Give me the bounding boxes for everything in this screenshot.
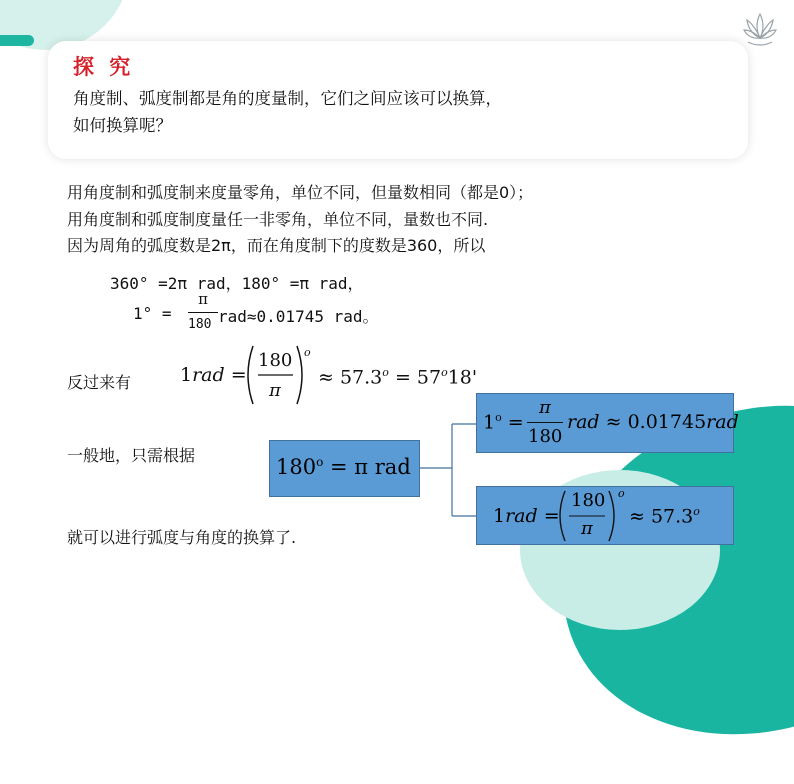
body-line-2: 用角度制和弧度制度量任一非零角，单位不同，量数也不同. (67, 210, 489, 229)
bottom-numerator: 180 (571, 490, 606, 511)
reverse-denominator: π (269, 380, 281, 401)
bottom-deg: o (693, 505, 700, 518)
body-line-3: 因为周角的弧度数是2π，而在角度制下的度数是360，所以 (67, 236, 486, 255)
general-label: 一般地，只需根据 (67, 446, 196, 465)
equation-1: 360° =2π rad，180° =π rad， (110, 274, 364, 293)
bottom-approx: ≈ 57.3 (629, 505, 694, 528)
equation-2-denominator: 180 (188, 317, 212, 332)
bottom-eq: = (543, 505, 560, 527)
top-approx: ≈ 0.01745 (605, 411, 707, 433)
top-one: 1 (483, 411, 496, 434)
top-deg: o (495, 411, 502, 424)
reverse-formula-lhs (180, 364, 247, 386)
reverse-eq2: = 57 (394, 366, 442, 389)
reverse-label: 反过来有 (67, 373, 132, 392)
bottom-lhs (493, 505, 560, 527)
equation-2-numerator: π (198, 290, 208, 308)
equation-2-right: rad≈0.01745 rad。 (218, 307, 379, 326)
decor-teal-bar (0, 35, 34, 46)
reverse-deg2: o (441, 366, 448, 379)
equation-2-fraction-bar (188, 312, 218, 313)
explore-title: 探 究 (73, 55, 135, 79)
explore-text-line-1: 角度制、弧度制都是角的度量制，它们之间应该可以换算， (73, 89, 502, 108)
reverse-exponent: o (304, 346, 311, 359)
reverse-deg1: o (382, 366, 389, 379)
reverse-one: 1 (180, 364, 193, 386)
conclusion-text: 就可以进行弧度与角度的换算了. (67, 528, 297, 547)
bottom-one: 1 (493, 505, 506, 527)
reverse-numerator: 180 (258, 350, 293, 371)
top-unit: rad (567, 411, 600, 433)
top-eq: = (507, 411, 524, 434)
connector-lines (418, 420, 478, 520)
top-unit2: rad (706, 411, 739, 433)
reverse-eq: = (230, 364, 247, 386)
top-rhs (567, 411, 739, 433)
lotus-icon (738, 8, 782, 52)
body-line-1: 用角度制和弧度制来度量零角，单位不同，但量数相同（都是0）； (67, 183, 534, 202)
top-numerator: π (539, 397, 551, 418)
top-formula-box (476, 393, 739, 453)
main-deg: o (316, 455, 324, 469)
top-lhs (483, 411, 524, 433)
explore-card (48, 41, 748, 159)
main-lhs: 180 (276, 455, 317, 479)
bottom-rhs (629, 505, 700, 527)
top-fraction-bar (527, 422, 563, 423)
bottom-exponent: o (618, 487, 625, 500)
main-formula-box (269, 440, 420, 497)
reverse-unit: rad (192, 364, 225, 386)
bottom-formula-box (476, 486, 734, 545)
explore-text (73, 85, 713, 139)
main-rhs: = π rad (330, 455, 411, 479)
explore-text-line-2: 如何换算呢？ (73, 116, 172, 135)
reverse-approx: ≈ 57.3 (318, 366, 383, 389)
top-denominator: 180 (528, 426, 563, 447)
bottom-denominator: π (581, 518, 593, 539)
reverse-tail: 18' (447, 366, 478, 389)
equation-2-left: 1° = (133, 304, 172, 323)
bottom-unit: rad (505, 505, 538, 527)
main-formula (276, 455, 411, 479)
reverse-result (318, 366, 477, 388)
